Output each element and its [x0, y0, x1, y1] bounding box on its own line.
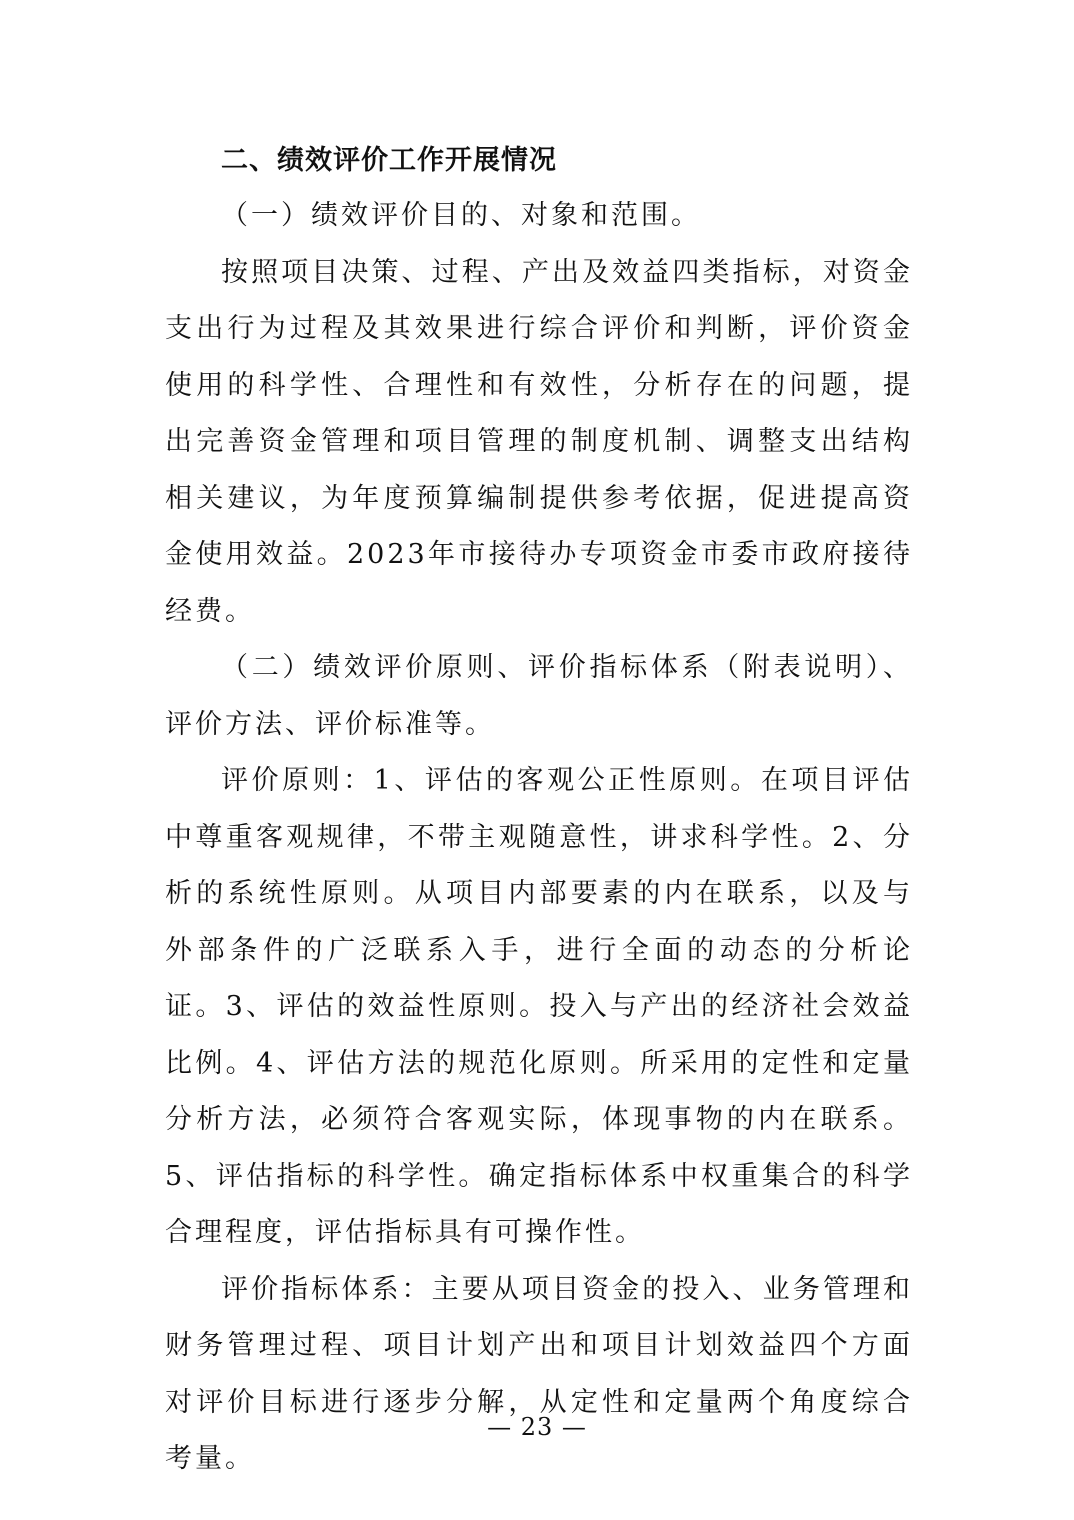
- page-number: — 23 —: [487, 1413, 587, 1441]
- paragraph-subsection-1-title: （一）绩效评价目的、对象和范围。: [221, 200, 701, 231]
- paragraph-indicator-system: 评价指标体系：主要从项目资金的投入、业务管理和财务管理过程、项目计划产出和项目计划效益四个方面对评价目标进行逐步分解，从定性和定量两个角度综合考量。: [165, 1273, 913, 1474]
- document-body: [165, 134, 913, 1488]
- paragraph-evaluation-purpose: 按照项目决策、过程、产出及效益四类指标，对资金支出行为过程及其效果进行综合评价和判断，评价资金使用的科学性、合理性和有效性，分析存在的问题，提出完善资金管理和项目管理的制度机制、调整支出结构相关建议，为年度预算编制提供参考依据，促进提高资金使用效益。2023年市接待办专项资金市委市政府接待经费。: [165, 256, 913, 627]
- paragraph-evaluation-principles: 评价原则：1、评估的客观公正性原则。在项目评估中尊重客观规律，不带主观随意性，讲求科学性。2、分析的系统性原则。从项目内部要素的内在联系，以及与外部条件的广泛联系入手，进行全面的动态的分析论证。3、评估的效益性原则。投入与产出的经济社会效益比例。4、评估方法的规范化原则。所采用的定性和定量分析方法，必须符合客观实际，体现事物的内在联系。5、评估指标的科学性。确定指标体系中权重集合的科学合理程度，评估指标具有可操作性。: [165, 765, 913, 1248]
- section-heading: 二、绩效评价工作开展情况: [221, 145, 557, 176]
- paragraph-subsection-2-title: （二）绩效评价原则、评价指标体系（附表说明）、评价方法、评价标准等。: [165, 652, 913, 740]
